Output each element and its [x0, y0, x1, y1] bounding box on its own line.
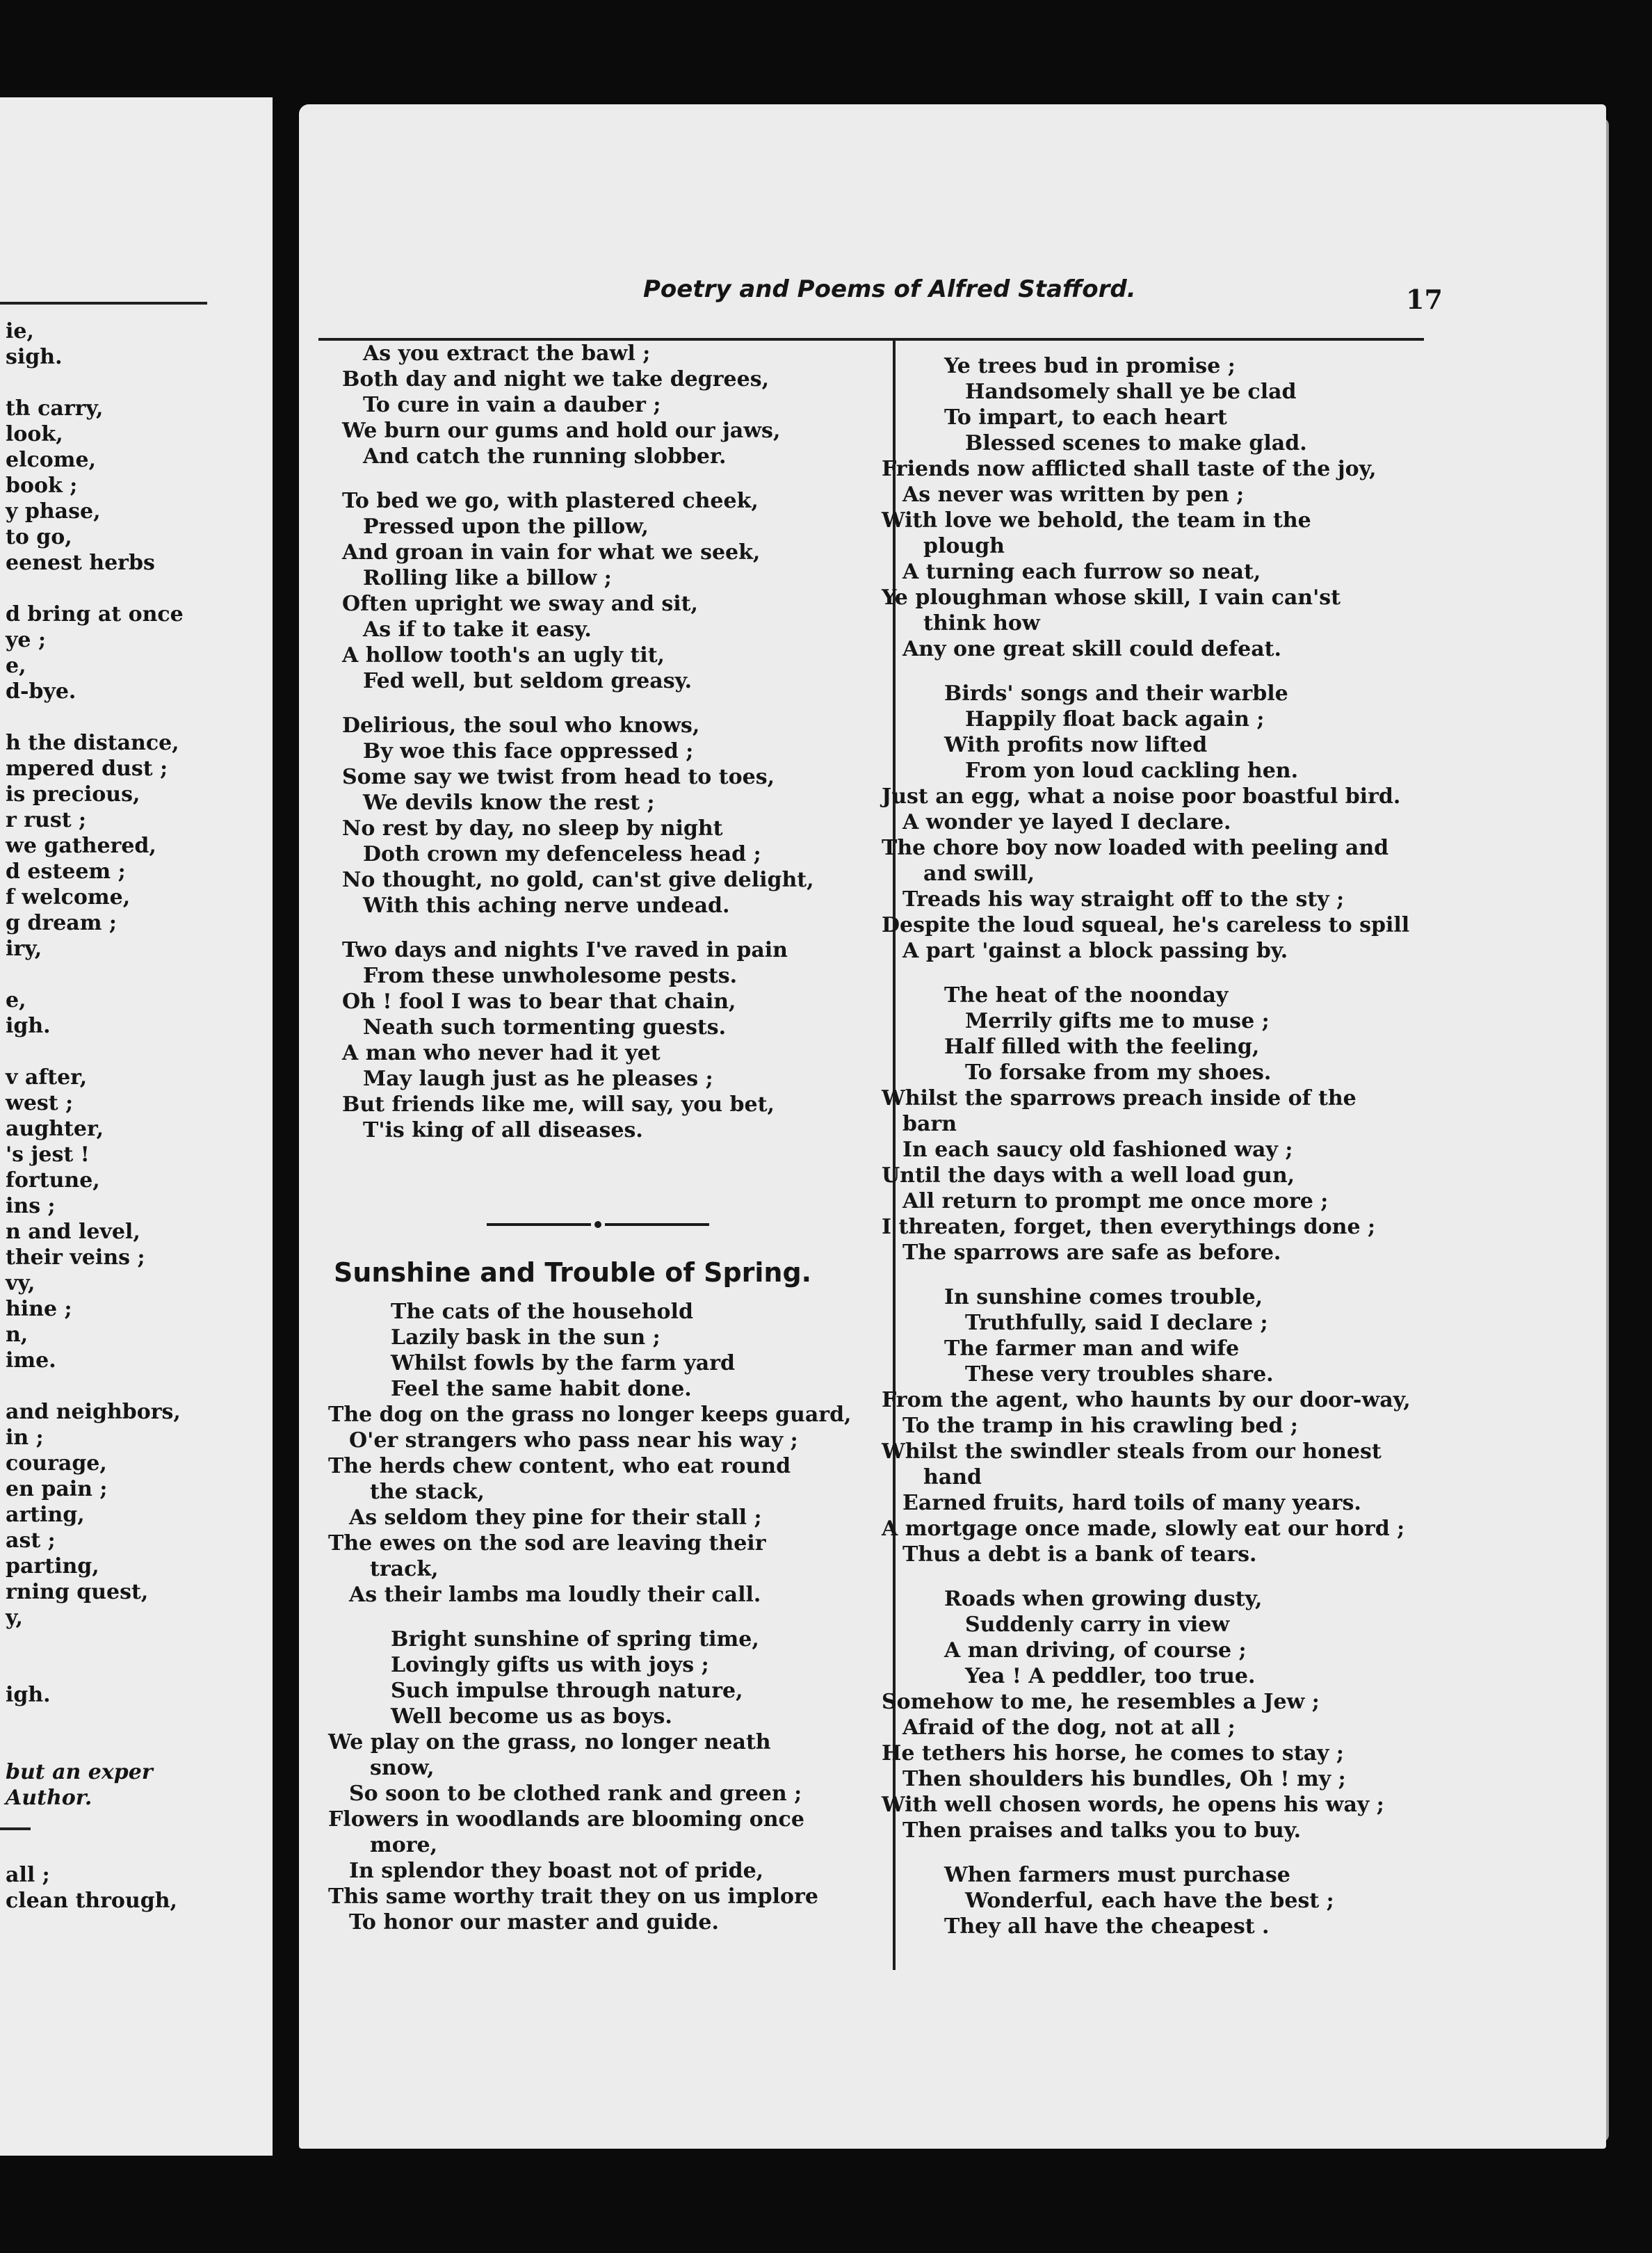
poem-line: Whilst the swindler steals from our honest	[882, 1439, 1382, 1464]
poem-line: A turning each furrow so neat,	[902, 560, 1261, 584]
poem-line: hand	[923, 1465, 982, 1489]
facing-page-line: sigh.	[6, 345, 63, 369]
facing-page-line: ast ;	[6, 1528, 56, 1553]
poem-line: Then praises and talks you to buy.	[902, 1818, 1302, 1843]
facing-page-line: h the distance,	[6, 731, 179, 755]
poem-line: Both day and night we take degrees,	[342, 367, 770, 391]
facing-page-line	[6, 1734, 184, 1759]
facing-page-line: n and level,	[6, 1220, 140, 1244]
facing-page-line	[6, 576, 184, 601]
poem-line: A hollow tooth's an ugly tit,	[342, 643, 665, 668]
poem-line: A mortgage once made, slowly eat our hord ;	[882, 1517, 1405, 1541]
poem-line: snow,	[370, 1756, 435, 1780]
poem-line: With well chosen words, he opens his way ;	[882, 1793, 1384, 1817]
facing-page-line: n,	[6, 1323, 29, 1347]
poem-line: As you extract the bawl ;	[363, 341, 651, 366]
facing-page-line: ye ;	[6, 628, 47, 652]
facing-page-line: parting,	[6, 1554, 99, 1578]
poem-sunshine-body	[328, 1299, 864, 1935]
stanza-gap	[882, 1266, 1438, 1284]
poem-line: We play on the grass, no longer neath	[328, 1730, 771, 1754]
facing-page-line: d bring at once	[6, 602, 184, 627]
facing-page-line	[6, 370, 184, 396]
facing-page-line: igh.	[6, 1683, 51, 1707]
facing-page-line: but an exper	[6, 1760, 153, 1784]
facing-page-line: is precious,	[6, 782, 140, 807]
poem-line: T'is king of all diseases.	[363, 1118, 643, 1142]
stanza-gap	[882, 964, 1438, 983]
poem-line: May laugh just as he pleases ;	[363, 1067, 713, 1091]
facing-page-line: to go,	[6, 525, 72, 549]
facing-page-line: vy,	[6, 1271, 35, 1295]
facing-page-line	[6, 1631, 184, 1656]
facing-page-line: aughter,	[6, 1117, 104, 1141]
stanza-gap	[328, 1608, 864, 1626]
facing-page-line: and neighbors,	[6, 1400, 181, 1424]
poem-line: Treads his way straight off to the sty ;	[902, 887, 1345, 912]
poem-line: Such impulse through nature,	[391, 1679, 743, 1703]
poem-line: Flowers in woodlands are blooming once	[328, 1807, 804, 1832]
stanza-gap	[342, 919, 870, 937]
poem-line: Half filled with the feeling,	[944, 1035, 1260, 1059]
poem-line: Fed well, but seldom greasy.	[363, 669, 693, 693]
poem-line: Happily float back again ;	[965, 707, 1265, 732]
poem-line: No thought, no gold, can'st give delight,	[342, 868, 814, 892]
poem-line: Suddenly carry in view	[965, 1613, 1230, 1637]
facing-page-line: igh.	[6, 1014, 51, 1038]
poem-line: Despite the loud squeal, he's careless to spill	[882, 913, 1410, 937]
facing-page-line: th carry,	[6, 396, 104, 421]
facing-page-line: y phase,	[6, 499, 101, 524]
poem-line: Until the days with a well load gun,	[882, 1163, 1295, 1188]
poem-line: As if to take it easy.	[363, 617, 592, 642]
facing-page-line: en pain ;	[6, 1477, 108, 1501]
poem-line: To the tramp in his crawling bed ;	[902, 1414, 1298, 1438]
poem-line: Any one great skill could defeat.	[902, 637, 1281, 661]
poem-line: The herds chew content, who eat round	[328, 1454, 791, 1478]
poem-line: Birds' songs and their warble	[944, 681, 1288, 706]
poem-line: As seldom they pine for their stall ;	[349, 1505, 762, 1530]
poem-line: So soon to be clothed rank and green ;	[349, 1782, 802, 1806]
facing-page-line: 's jest !	[6, 1142, 90, 1167]
poem-line: To forsake from my shoes.	[965, 1060, 1272, 1085]
poem-line: Ye ploughman whose skill, I vain can'st	[882, 586, 1341, 610]
poem-line: think how	[923, 611, 1040, 636]
facing-page-line: we gathered,	[6, 834, 156, 858]
poem-line: And groan in vain for what we seek,	[342, 540, 761, 565]
facing-page-line: hine ;	[6, 1297, 72, 1321]
poem-column-left	[342, 341, 870, 1143]
facing-page-text	[6, 318, 184, 1914]
facing-page-line: ins ;	[6, 1194, 56, 1218]
facing-page-line	[6, 704, 184, 730]
poem-line: To cure in vain a dauber ;	[363, 393, 661, 417]
facing-page-line: eenest herbs	[6, 551, 155, 575]
facing-page-line: rning quest,	[6, 1580, 149, 1604]
poem-line: But friends like me, will say, you bet,	[342, 1092, 775, 1117]
poem-line: and swill,	[923, 862, 1035, 886]
poem-line: And catch the running slobber.	[363, 444, 727, 469]
poem-line: Pressed upon the pillow,	[363, 515, 649, 539]
poem-line: All return to prompt me once more ;	[902, 1189, 1329, 1213]
facing-page-line: all ;	[6, 1863, 50, 1887]
poem-line: Some say we twist from head to toes,	[342, 765, 775, 789]
poem-column-right	[882, 353, 1438, 1939]
poem-line: Then shoulders his bundles, Oh ! my ;	[902, 1767, 1346, 1791]
poem-line: To bed we go, with plastered cheek,	[342, 489, 759, 513]
poem-line: the stack,	[370, 1480, 485, 1504]
poem-line: The cats of the household	[391, 1300, 693, 1324]
poem-line: From yon loud cackling hen.	[965, 759, 1299, 783]
poem-line: The sparrows are safe as before.	[902, 1241, 1281, 1265]
poem-line: A wonder ye layed I declare.	[902, 810, 1231, 834]
poem-line: Truthfully, said I declare ;	[965, 1311, 1268, 1335]
facing-page-line: mpered dust ;	[6, 757, 168, 781]
poem-line: Blessed scenes to make glad.	[965, 431, 1307, 455]
stanza-gap	[882, 1843, 1438, 1862]
facing-page-line: f welcome,	[6, 885, 131, 910]
poem-line: Somehow to me, he resembles a Jew ;	[882, 1690, 1320, 1714]
facing-page-line	[6, 1811, 184, 1836]
poem-line: Handsomely shall ye be clad	[965, 380, 1297, 404]
poem-line: In sunshine comes trouble,	[944, 1285, 1263, 1309]
poem-line: Well become us as boys.	[391, 1704, 672, 1729]
facing-page-line: r rust ;	[6, 808, 87, 832]
poem-line: Often upright we sway and sit,	[342, 592, 698, 616]
facing-page-line: y,	[6, 1606, 24, 1630]
facing-page-line	[6, 962, 184, 987]
poem-line: With love we behold, the team in the	[882, 508, 1311, 533]
poem-line: No rest by day, no sleep by night	[342, 816, 723, 841]
facing-page-line: arting,	[6, 1503, 85, 1527]
facing-page-line	[6, 1039, 184, 1065]
poem-line: The heat of the noonday	[944, 983, 1229, 1008]
poem-line: Whilst fowls by the farm yard	[391, 1351, 735, 1375]
poem-line: Whilst the sparrows preach inside of the	[882, 1086, 1357, 1111]
facing-page-short-rule	[0, 1827, 31, 1830]
poem-line: A man who never had it yet	[342, 1041, 661, 1065]
facing-page-line: book ;	[6, 474, 78, 498]
section-ornament	[487, 1221, 709, 1228]
poem-line: As never was written by pen ;	[902, 483, 1245, 507]
poem-line: From these unwholesome pests.	[363, 964, 738, 988]
facing-page-line: v after,	[6, 1065, 88, 1090]
facing-page-line: ime.	[6, 1348, 56, 1373]
facing-page-line: d-bye.	[6, 679, 76, 704]
poem-line: They all have the cheapest .	[944, 1914, 1270, 1939]
facing-page-rule	[0, 302, 207, 305]
facing-page-line	[6, 1373, 184, 1399]
running-title: Poetry and Poems of Alfred Stafford.	[643, 275, 1136, 303]
poem-line: Rolling like a billow ;	[363, 566, 612, 590]
poem-line: Earned fruits, hard toils of many years.	[902, 1491, 1361, 1515]
poem-title: Sunshine and Trouble of Spring.	[334, 1257, 812, 1288]
poem-line: This same worthy trait they on us implore	[328, 1884, 818, 1909]
page-number: 17	[1406, 284, 1443, 315]
poem-line: We devils know the rest ;	[363, 791, 655, 815]
facing-page-line: their veins ;	[6, 1245, 145, 1270]
poem-line: Ye trees bud in promise ;	[944, 354, 1236, 378]
poem-line: Yea ! A peddler, too true.	[965, 1664, 1256, 1688]
poem-line: plough	[923, 534, 1005, 558]
poem-line: Lovingly gifts us with joys ;	[391, 1653, 709, 1677]
poem-line: These very troubles share.	[965, 1362, 1274, 1387]
poem-line: Delirious, the soul who knows,	[342, 713, 700, 738]
facing-page-line: iry,	[6, 937, 42, 961]
poem-line: Just an egg, what a noise poor boastful bird.	[882, 784, 1401, 809]
poem-line: Two days and nights I've raved in pain	[342, 938, 788, 962]
poem-line: Friends now afflicted shall taste of the joy,	[882, 457, 1377, 481]
facing-page-line: courage,	[6, 1451, 107, 1476]
poem-line: With profits now lifted	[944, 733, 1208, 757]
poem-line: To honor our master and guide.	[349, 1910, 719, 1935]
poem-line: I threaten, forget, then everythings done ;	[882, 1215, 1376, 1239]
facing-page-line: in ;	[6, 1426, 44, 1450]
facing-page-line: fortune,	[6, 1168, 100, 1193]
poem-line: As their lambs ma loudly their call.	[349, 1583, 761, 1607]
poem-line: O'er strangers who pass near his way ;	[349, 1428, 798, 1453]
poem-line: Neath such tormenting guests.	[363, 1015, 727, 1040]
facing-page-line	[6, 1656, 184, 1682]
facing-page-line: ie,	[6, 319, 34, 344]
facing-page-line: e,	[6, 654, 26, 678]
facing-page-line: look,	[6, 422, 63, 446]
stanza-gap	[882, 1567, 1438, 1586]
facing-page-line	[6, 1708, 184, 1734]
facing-page-fragment	[0, 97, 273, 2156]
poem-line: When farmers must purchase	[944, 1863, 1290, 1887]
poem-line: Roads when growing dusty,	[944, 1587, 1263, 1611]
stanza-gap	[342, 469, 870, 488]
poem-line: Doth crown my defenceless head ;	[363, 842, 761, 866]
poem-line: Lazily bask in the sun ;	[391, 1325, 661, 1350]
facing-page-line: west ;	[6, 1091, 74, 1115]
poem-line: A man driving, of course ;	[944, 1638, 1247, 1663]
poem-line: track,	[370, 1557, 439, 1581]
poem-line: Merrily gifts me to muse ;	[965, 1009, 1270, 1033]
poem-line: The chore boy now loaded with peeling and	[882, 836, 1389, 860]
poem-line: With this aching nerve undead.	[363, 894, 730, 918]
poem-line: In splendor they boast not of pride,	[349, 1859, 764, 1883]
stanza-gap	[342, 694, 870, 713]
poem-line: more,	[370, 1833, 438, 1857]
poem-line: Afraid of the dog, not at all ;	[902, 1715, 1236, 1740]
facing-page-line	[6, 1836, 184, 1862]
poem-line: He tethers his horse, he comes to stay ;	[882, 1741, 1344, 1766]
facing-page-line: elcome,	[6, 448, 97, 472]
facing-page-line: clean through,	[6, 1889, 177, 1913]
facing-page-line: Author.	[6, 1786, 92, 1810]
poem-line: Thus a debt is a bank of tears.	[902, 1542, 1257, 1567]
facing-page-line: e,	[6, 988, 26, 1012]
poem-line: By woe this face oppressed ;	[363, 739, 694, 764]
poem-line: In each saucy old fashioned way ;	[902, 1138, 1293, 1162]
stanza-gap	[882, 662, 1438, 681]
poem-line: Oh ! fool I was to bear that chain,	[342, 990, 736, 1014]
facing-page-line: d esteem ;	[6, 859, 126, 884]
poem-line: A part 'gainst a block passing by.	[902, 939, 1288, 963]
poem-line: The dog on the grass no longer keeps guard,	[328, 1403, 852, 1427]
poem-line: barn	[902, 1112, 957, 1136]
poem-line: The ewes on the sod are leaving their	[328, 1531, 766, 1556]
poem-line: The farmer man and wife	[944, 1337, 1240, 1361]
poem-line: To impart, to each heart	[944, 405, 1227, 430]
poem-line: We burn our gums and hold our jaws,	[342, 419, 781, 443]
poem-line: From the agent, who haunts by our door-way,	[882, 1388, 1411, 1412]
facing-page-line: g dream ;	[6, 911, 117, 935]
poem-line: Wonderful, each have the best ;	[965, 1889, 1334, 1913]
poem-line: Feel the same habit done.	[391, 1377, 692, 1401]
poem-line: Bright sunshine of spring time,	[391, 1627, 759, 1652]
